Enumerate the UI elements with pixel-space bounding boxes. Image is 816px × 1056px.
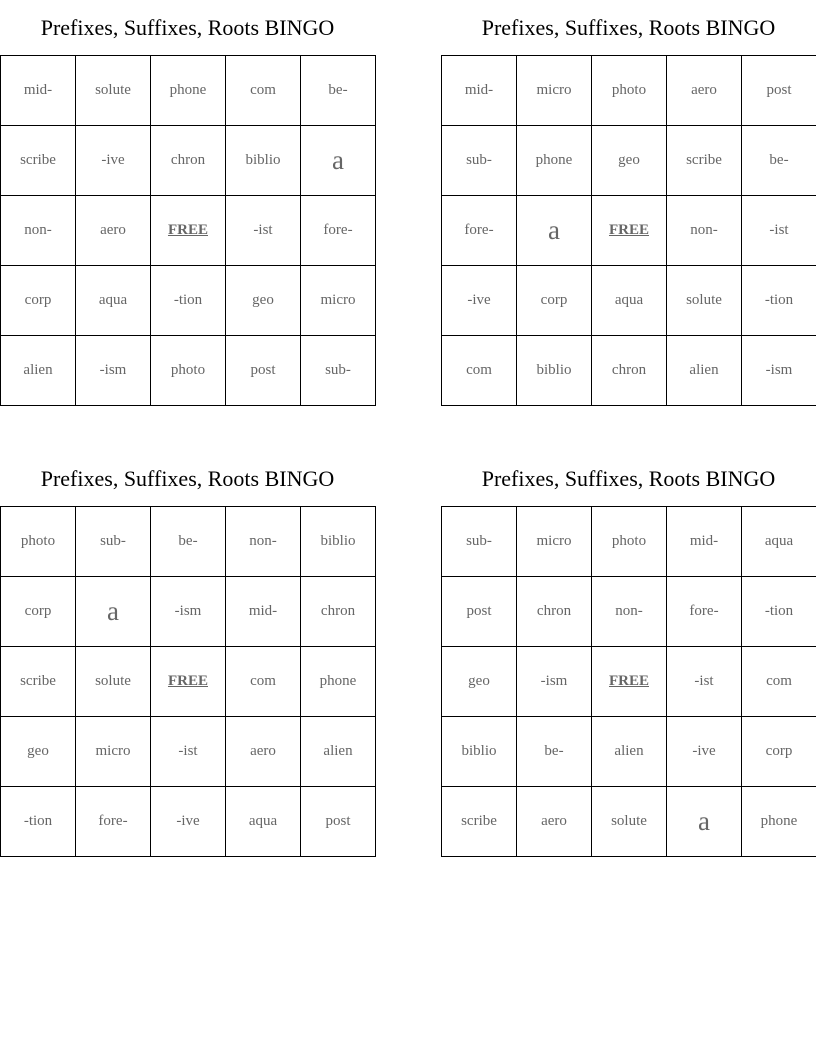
- bingo-cell: sub-: [442, 507, 517, 577]
- bingo-cell: -ist: [226, 196, 301, 266]
- bingo-cell: -ive: [151, 787, 226, 857]
- bingo-cell: micro: [76, 717, 151, 787]
- bingo-cell: phone: [742, 787, 816, 857]
- bingo-cell: geo: [442, 647, 517, 717]
- bingo-cell: aero: [76, 196, 151, 266]
- bingo-cell: be-: [301, 56, 376, 126]
- bingo-cell: com: [226, 56, 301, 126]
- bingo-cell: corp: [1, 577, 76, 647]
- bingo-cell: phone: [301, 647, 376, 717]
- bingo-cell: post: [442, 577, 517, 647]
- bingo-cell: mid-: [442, 56, 517, 126]
- bingo-cell: -ist: [151, 717, 226, 787]
- bingo-cell: corp: [517, 266, 592, 336]
- bingo-cell: geo: [592, 126, 667, 196]
- bingo-cell: aero: [667, 56, 742, 126]
- bingo-cell: -ism: [742, 336, 816, 406]
- bingo-row: [1, 647, 376, 717]
- bingo-cell: non-: [1, 196, 76, 266]
- card-title: Prefixes, Suffixes, Roots BINGO: [40, 465, 335, 491]
- bingo-cell: solute: [76, 647, 151, 717]
- bingo-cell: photo: [592, 507, 667, 577]
- bingo-row: [442, 56, 816, 126]
- bingo-cell: -ive: [667, 717, 742, 787]
- bingo-cell: geo: [1, 717, 76, 787]
- bingo-row: [442, 577, 816, 647]
- bingo-cell: be-: [742, 126, 816, 196]
- bingo-grid: [0, 506, 376, 857]
- bingo-row: [442, 787, 816, 857]
- bingo-cell: fore-: [442, 196, 517, 266]
- bingo-card-3: [0, 451, 375, 857]
- bingo-cell: com: [226, 647, 301, 717]
- bingo-cell: solute: [592, 787, 667, 857]
- bingo-cell: corp: [1, 266, 76, 336]
- bingo-cell: chron: [151, 126, 226, 196]
- bingo-grid: [441, 55, 816, 406]
- bingo-cell: solute: [76, 56, 151, 126]
- bingo-cell: com: [742, 647, 816, 717]
- bingo-cell: micro: [517, 56, 592, 126]
- bingo-row: [442, 717, 816, 787]
- bingo-cell: geo: [226, 266, 301, 336]
- bingo-cell: alien: [592, 717, 667, 787]
- bingo-cell: post: [301, 787, 376, 857]
- bingo-cell: mid-: [1, 56, 76, 126]
- bingo-cell: photo: [1, 507, 76, 577]
- bingo-row: [1, 507, 376, 577]
- free-space-cell: FREE: [592, 196, 667, 266]
- bingo-cell: -tion: [742, 577, 816, 647]
- bingo-cell: aqua: [742, 507, 816, 577]
- bingo-cell: aqua: [226, 787, 301, 857]
- bingo-row: [1, 787, 376, 857]
- bingo-grid: [0, 55, 376, 406]
- bingo-cell: sub-: [442, 126, 517, 196]
- card-title: Prefixes, Suffixes, Roots BINGO: [40, 14, 335, 40]
- bingo-cell: fore-: [301, 196, 376, 266]
- bingo-row: [442, 647, 816, 717]
- bingo-cell: micro: [517, 507, 592, 577]
- bingo-cell: non-: [592, 577, 667, 647]
- bingo-cell: -ist: [742, 196, 816, 266]
- bingo-cell: be-: [517, 717, 592, 787]
- bingo-cell: phone: [151, 56, 226, 126]
- bingo-cell: scribe: [667, 126, 742, 196]
- bingo-row: [442, 266, 816, 336]
- bingo-row: [442, 336, 816, 406]
- free-space-cell: FREE: [151, 647, 226, 717]
- bingo-cell: aqua: [76, 266, 151, 336]
- card-title: Prefixes, Suffixes, Roots BINGO: [481, 14, 776, 40]
- bingo-cell: -ive: [442, 266, 517, 336]
- bingo-row: [442, 196, 816, 266]
- bingo-cell: photo: [592, 56, 667, 126]
- bingo-cell: scribe: [442, 787, 517, 857]
- bingo-cell: aero: [226, 717, 301, 787]
- card-title: Prefixes, Suffixes, Roots BINGO: [481, 465, 776, 491]
- bingo-cell: be-: [151, 507, 226, 577]
- bingo-row: [1, 577, 376, 647]
- bingo-cell: -ism: [517, 647, 592, 717]
- bingo-cell: -tion: [1, 787, 76, 857]
- bingo-card-4: [441, 451, 816, 857]
- bingo-cell: -tion: [742, 266, 816, 336]
- bingo-cell: -ism: [76, 336, 151, 406]
- bingo-cell: mid-: [667, 507, 742, 577]
- bingo-row: [1, 336, 376, 406]
- bingo-cell: -ive: [76, 126, 151, 196]
- bingo-cell: a: [301, 126, 376, 196]
- bingo-cell: -ism: [151, 577, 226, 647]
- bingo-cell: scribe: [1, 126, 76, 196]
- bingo-cell: sub-: [301, 336, 376, 406]
- bingo-cell: biblio: [226, 126, 301, 196]
- bingo-cell: a: [667, 787, 742, 857]
- bingo-cell: chron: [301, 577, 376, 647]
- bingo-cell: non-: [667, 196, 742, 266]
- bingo-cell: a: [76, 577, 151, 647]
- bingo-row: [442, 507, 816, 577]
- bingo-cell: biblio: [301, 507, 376, 577]
- bingo-cell: biblio: [442, 717, 517, 787]
- bingo-card-2: [441, 0, 816, 406]
- bingo-cell: micro: [301, 266, 376, 336]
- bingo-cell: scribe: [1, 647, 76, 717]
- bingo-cell: -ist: [667, 647, 742, 717]
- bingo-cell: sub-: [76, 507, 151, 577]
- bingo-cell: solute: [667, 266, 742, 336]
- bingo-cell: photo: [151, 336, 226, 406]
- bingo-row: [1, 56, 376, 126]
- bingo-row: [442, 126, 816, 196]
- bingo-cell: chron: [517, 577, 592, 647]
- bingo-cell: alien: [301, 717, 376, 787]
- bingo-cell: fore-: [76, 787, 151, 857]
- bingo-cell: aqua: [592, 266, 667, 336]
- bingo-cell: -tion: [151, 266, 226, 336]
- bingo-grid: [441, 506, 816, 857]
- bingo-cell: phone: [517, 126, 592, 196]
- bingo-cell: mid-: [226, 577, 301, 647]
- bingo-row: [1, 266, 376, 336]
- bingo-card-1: [0, 0, 375, 406]
- bingo-row: [1, 126, 376, 196]
- bingo-cell: post: [742, 56, 816, 126]
- bingo-cell: post: [226, 336, 301, 406]
- free-space-cell: FREE: [592, 647, 667, 717]
- bingo-cell: biblio: [517, 336, 592, 406]
- bingo-cell: com: [442, 336, 517, 406]
- bingo-cell: chron: [592, 336, 667, 406]
- bingo-cell: a: [517, 196, 592, 266]
- bingo-cell: non-: [226, 507, 301, 577]
- free-space-cell: FREE: [151, 196, 226, 266]
- bingo-row: [1, 717, 376, 787]
- bingo-cell: alien: [667, 336, 742, 406]
- bingo-cell: fore-: [667, 577, 742, 647]
- bingo-row: [1, 196, 376, 266]
- bingo-cell: corp: [742, 717, 816, 787]
- bingo-cell: aero: [517, 787, 592, 857]
- bingo-cell: alien: [1, 336, 76, 406]
